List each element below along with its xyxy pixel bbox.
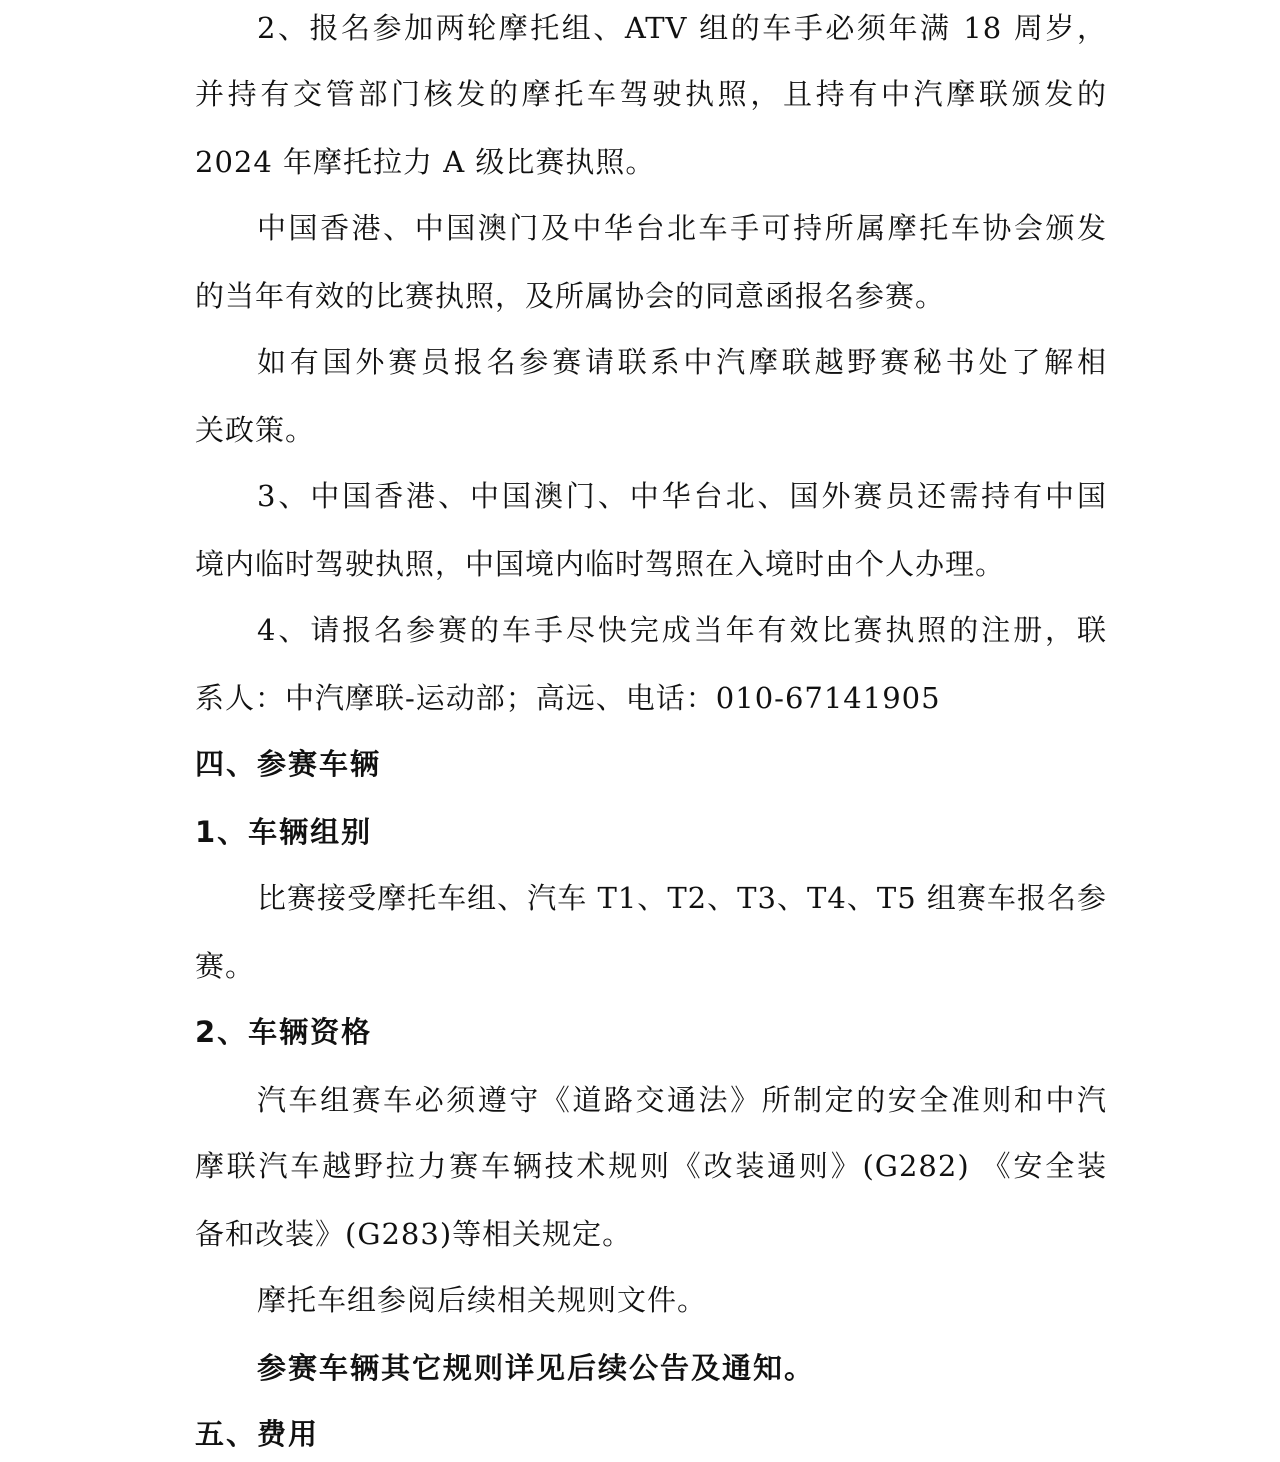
paragraph-line: 3、中国香港、中国澳门、中华台北、国外赛员还需持有中国 <box>257 479 1107 513</box>
subsection-heading: 1、车辆组别 <box>195 815 373 849</box>
paragraph-line: 境内临时驾驶执照，中国境内临时驾照在入境时由个人办理。 <box>195 547 1006 581</box>
section-heading: 四、参赛车辆 <box>195 747 382 781</box>
paragraph-line: 汽车组赛车必须遵守《道路交通法》所制定的安全准则和中汽 <box>257 1083 1107 1117</box>
paragraph-line: 2、报名参加两轮摩托组、ATV 组的车手必须年满 18 周岁， <box>257 11 1107 45</box>
bold-notice: 参赛车辆其它规则详见后续公告及通知。 <box>257 1351 816 1385</box>
paragraph-line: 2024 年摩托拉力 A 级比赛执照。 <box>195 145 656 179</box>
section-heading: 五、费用 <box>195 1417 320 1451</box>
paragraph-line: 摩托车组参阅后续相关规则文件。 <box>257 1283 708 1317</box>
paragraph-line: 比赛接受摩托车组、汽车 T1、T2、T3、T4、T5 组赛车报名参 <box>257 881 1107 915</box>
paragraph-line: 并持有交管部门核发的摩托车驾驶执照，且持有中汽摩联颁发的 <box>195 77 1107 111</box>
paragraph-line: 如有国外赛员报名参赛请联系中汽摩联越野赛秘书处了解相 <box>257 345 1107 379</box>
paragraph-line: 4、请报名参赛的车手尽快完成当年有效比赛执照的注册，联 <box>257 613 1107 647</box>
paragraph-line: 赛。 <box>195 949 256 983</box>
paragraph-line: 备和改装》(G283)等相关规定。 <box>195 1217 633 1251</box>
subsection-heading: 2、车辆资格 <box>195 1015 373 1049</box>
paragraph-line: 的当年有效的比赛执照，及所属协会的同意函报名参赛。 <box>195 279 946 313</box>
paragraph-line: 中国香港、中国澳门及中华台北车手可持所属摩托车协会颁发 <box>257 211 1107 245</box>
paragraph-line: 系人：中汽摩联-运动部；高远、电话：010-67141905 <box>195 681 941 715</box>
paragraph-line: 摩联汽车越野拉力赛车辆技术规则《改装通则》(G282) 《安全装 <box>195 1149 1107 1183</box>
paragraph-line: 关政策。 <box>195 413 316 447</box>
